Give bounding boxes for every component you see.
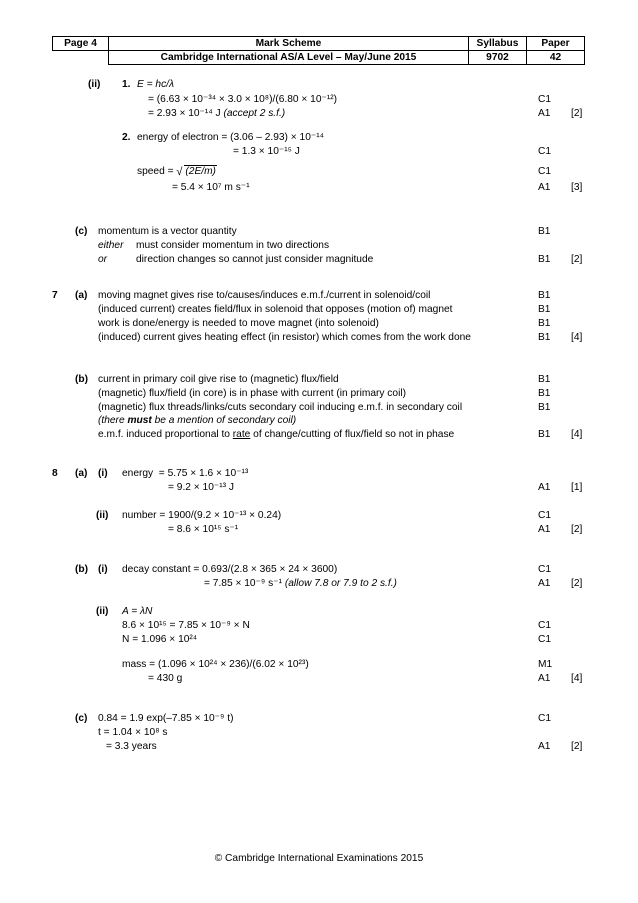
mark: B1 <box>538 318 551 329</box>
part-label: (a) <box>75 290 88 301</box>
answer-line: t = 1.04 × 10⁸ s <box>98 727 168 738</box>
either-label: either <box>98 240 124 251</box>
or-label: or <box>98 254 108 265</box>
answer-line: energy of electron = (3.06 – 2.93) × 10⁻¹⁴ <box>137 132 325 143</box>
paper-number: 42 <box>527 51 585 65</box>
sub-number: 1. <box>122 79 131 90</box>
page-number: Page 4 <box>53 37 109 51</box>
mark: A1 <box>538 108 551 119</box>
answer-line: 8.6 × 10¹⁵ = 7.85 × 10⁻⁹ × N <box>122 620 250 631</box>
answer-line: e.m.f. induced proportional to rate of change/cutting of flux/field so not in phase <box>98 429 455 440</box>
answer-line: = 8.6 × 10¹⁵ s⁻¹ <box>168 524 239 535</box>
part-label: (b) <box>75 564 89 575</box>
total-mark: [4] <box>571 332 583 343</box>
answer-line: mass = (1.096 × 10²⁴ × 236)/(6.02 × 10²³) <box>122 659 309 670</box>
mark: B1 <box>538 388 551 399</box>
mark: A1 <box>538 741 551 752</box>
part-label: (a) <box>75 468 88 479</box>
answer-line: = (6.63 × 10⁻³⁴ × 3.0 × 10⁸)/(6.80 × 10⁻¹²) <box>148 94 338 105</box>
mark: C1 <box>538 713 552 724</box>
total-mark: [2] <box>571 254 583 265</box>
total-mark: [2] <box>571 524 583 535</box>
question-number: 8 <box>52 468 58 479</box>
mark: A1 <box>538 182 551 193</box>
answer-line: work is done/energy is needed to move magnet (into solenoid) <box>98 318 379 329</box>
answer-line: (induced current) creates field/flux in solenoid that opposes (motion of) magnet <box>98 304 453 315</box>
total-mark: [2] <box>571 741 583 752</box>
mark: C1 <box>538 620 552 631</box>
document-title: Mark Scheme <box>109 37 469 51</box>
answer-line: (magnetic) flux threads/links/cuts secondary coil inducing e.m.f. in secondary coil <box>98 402 463 413</box>
mark: B1 <box>538 254 551 265</box>
answer-line: N = 1.096 × 10²⁴ <box>122 634 198 645</box>
answer-line: direction changes so cannot just consider magnitude <box>136 254 374 265</box>
mark: B1 <box>538 429 551 440</box>
sub-part-label: (ii) <box>96 606 109 617</box>
page-footer: © Cambridge International Examinations 2015 <box>214 853 424 864</box>
total-mark: [2] <box>571 578 583 589</box>
sub-part-label: (i) <box>98 468 108 479</box>
answer-line: = 1.3 × 10⁻¹⁵ J <box>233 146 300 157</box>
mark: B1 <box>538 374 551 385</box>
total-mark: [2] <box>571 108 583 119</box>
mark: C1 <box>538 510 552 521</box>
answer-line: = 3.3 years <box>106 741 157 752</box>
answer-expression: (2E/m) <box>185 166 216 177</box>
answer-line: = 2.93 × 10⁻¹⁴ J <box>148 108 221 119</box>
paper-label: Paper <box>527 37 585 51</box>
total-mark: [3] <box>571 182 583 193</box>
mark: B1 <box>538 290 551 301</box>
document-subtitle: Cambridge International AS/A Level – May/June 2015 <box>109 51 469 65</box>
answer-line: (magnetic) flux/field (in core) is in phase with current (in primary coil) <box>98 388 406 399</box>
part-label: (ii) <box>88 79 101 90</box>
mark: A1 <box>538 578 551 589</box>
answer-line: = 7.85 × 10⁻⁹ s⁻¹ <box>204 578 282 589</box>
answer-note: (allow 7.8 or 7.9 to 2 s.f.) <box>284 578 397 589</box>
answer-line: = 430 g <box>148 673 183 684</box>
sub-part-label: (ii) <box>96 510 109 521</box>
mark: C1 <box>538 564 552 575</box>
answer-line: momentum is a vector quantity <box>98 226 237 237</box>
answer-line: E = hc/λ <box>137 79 175 90</box>
mark: C1 <box>538 634 552 645</box>
part-label: (c) <box>75 713 88 724</box>
answer-line: current in primary coil give rise to (magnetic) flux/field <box>98 374 339 385</box>
answer-line: = 9.2 × 10⁻¹³ J <box>168 482 234 493</box>
mark: A1 <box>538 673 551 684</box>
mark: C1 <box>538 166 552 177</box>
mark: B1 <box>538 226 551 237</box>
part-label: (c) <box>75 226 88 237</box>
sub-number: 2. <box>122 132 131 143</box>
mark: B1 <box>538 402 551 413</box>
answer-line: must consider momentum in two directions <box>136 240 330 251</box>
mark: C1 <box>538 146 552 157</box>
mark: A1 <box>538 524 551 535</box>
syllabus-code: 9702 <box>469 51 527 65</box>
answer-line: moving magnet gives rise to/causes/induces e.m.f./current in solenoid/coil <box>98 290 431 301</box>
answer-line: decay constant = 0.693/(2.8 × 365 × 24 × 3600) <box>122 564 338 575</box>
answer-line: 0.84 = 1.9 exp(–7.85 × 10⁻⁹ t) <box>98 713 234 724</box>
answer-line: A = λN <box>122 606 153 617</box>
syllabus-label: Syllabus <box>469 37 527 51</box>
mark: C1 <box>538 94 552 105</box>
mark: B1 <box>538 304 551 315</box>
answer-note: (there must be a mention of secondary coil) <box>98 415 297 426</box>
total-mark: [4] <box>571 673 583 684</box>
answer-note: (accept 2 s.f.) <box>223 108 286 119</box>
answer-line: energy = 5.75 × 1.6 × 10⁻¹³ <box>122 468 249 479</box>
answer-label: speed = <box>137 166 174 177</box>
part-label: (b) <box>75 374 89 385</box>
answer-line: = 5.4 × 10⁷ m s⁻¹ <box>172 182 250 193</box>
total-mark: [1] <box>571 482 583 493</box>
header-table <box>52 36 585 65</box>
total-mark: [4] <box>571 429 583 440</box>
mark: B1 <box>538 332 551 343</box>
answer-line: (induced) current gives heating effect (in resistor) which comes from the work done <box>98 332 471 343</box>
mark: M1 <box>538 659 553 670</box>
square-root-icon: √ (2E/m) <box>176 166 216 178</box>
sub-part-label: (i) <box>98 564 108 575</box>
question-number: 7 <box>52 290 58 301</box>
answer-line: number = 1900/(9.2 × 10⁻¹³ × 0.24) <box>122 510 282 521</box>
mark: A1 <box>538 482 551 493</box>
